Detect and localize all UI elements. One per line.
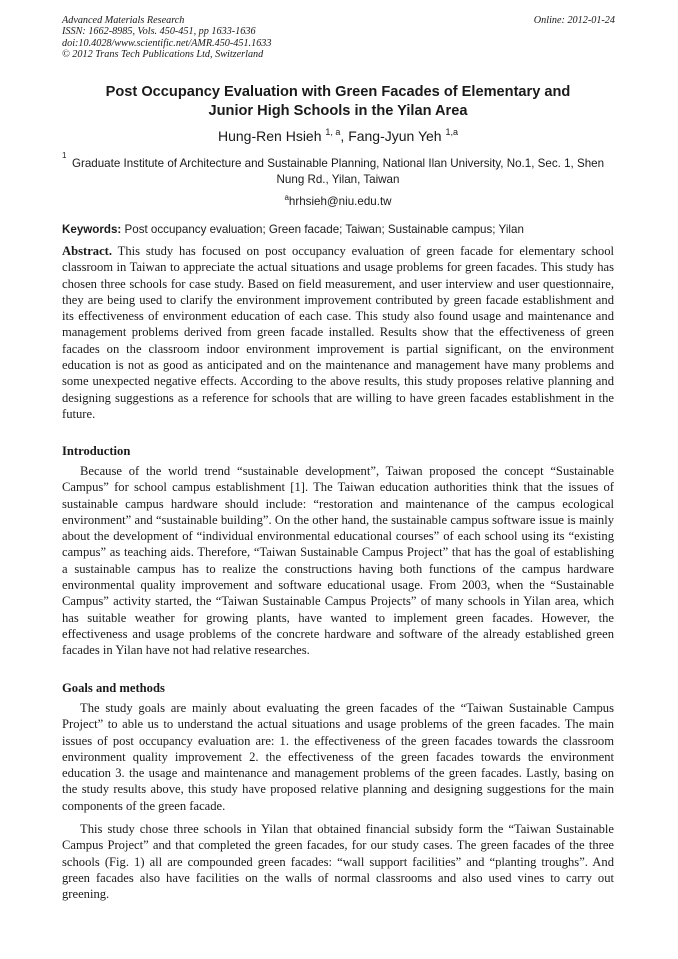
copyright-line: © 2012 Trans Tech Publications Ltd, Switzerland xyxy=(62,49,264,61)
journal-name: Advanced Materials Research xyxy=(62,15,185,26)
author-name: Fang-Jyun Yeh xyxy=(348,128,442,144)
abstract-text: This study has focused on post occupancy evaluation of green facade for elementary school classroom in Taiwan to appreciate the actual situations and usage problems for green facades. This study has chosen three schools for case study. Based on field measurement, and user interview and user questionnaire, they are being used to clarify the environment improvement contributed by green facade establishment and its effectiveness of environment education of each case. This study also found usage and maintenance and management problems derived from green facade installed. Results show that the effectiveness of green facades on the classroom indoor environment improvement is partial significant, on the environment education is not as good as anticipated and on the maintenance and management have many problems and some unexpected negative effects. According to the above results, this study proposes relative planning and designing suggestions as a reference for schools that are willing to have green facades establishment in the future. xyxy=(62,244,614,421)
email-mark: a xyxy=(284,193,289,202)
abstract xyxy=(62,243,614,422)
title-line-2: Junior High Schools in the Yilan Area xyxy=(208,103,468,119)
keywords-label: Keywords: xyxy=(62,223,122,236)
affiliation: 1 Graduate Institute of Architecture and Sustainable Planning, National Ilan University, No.1, Sec. 1, Shen Nung Rd., Yilan, Taiwan xyxy=(62,151,605,186)
introduction-paragraph: Because of the world trend “sustainable development”, Taiwan proposed the concept “Sustainable Campus” for school campus establishment [1]. The Taiwan education authorities think that the issues of sustainable campus hardware should include: “restoration and maintenance of the campus ecological environment” and “sustainable building”. On the other hand, the sustainable campus software issue is mainly about the development of “individual environmental educational courses” of each school using its “existing campus” as teaching aids. Therefore, “Taiwan Sustainable Campus Project” that has the goal of establishing a sustainable campus has to realize the constructions having both functions of the campus hardware environmental quality improvement and software educational usage. From 2003, when the “Sustainable Campus” activity started, the “Taiwan Sustainable Campus Projects” of many schools in Yilan area, which has suitable weather for growing plants, have wanted to implement green facades. However, the effectiveness and usage problems of the concrete hardware and software of the already established green facades in Yilan have not had relative researches. xyxy=(62,464,614,658)
journal-metadata xyxy=(62,15,271,61)
goals-paragraph-2: This study chose three schools in Yilan that obtained financial subsidy form the “Taiwan Sustainable Campus Project” and that completed the green facades, for our study cases. The green facades of the three schools (Fig. 1) all are compounded green facades: “wall support facilities” and “planting troughs”. And green facades also have facilities on the walls of normal classrooms and also used vines to carry out greening. xyxy=(62,822,614,902)
author-email xyxy=(62,194,614,209)
paper-title xyxy=(62,83,614,121)
keywords xyxy=(62,222,614,237)
title-line-1: Post Occupancy Evaluation with Green Facades of Elementary and xyxy=(105,84,571,100)
online-date: Online: 2012-01-24 xyxy=(533,15,615,26)
author-affiliation-mark: 1,a xyxy=(445,127,458,137)
affiliation-text: Graduate Institute of Architecture and Sustainable Planning, National Ilan University, No.1, Sec. 1, Shen Nung Rd., Yilan, Taiwan xyxy=(71,157,605,186)
author-separator: , xyxy=(340,128,345,144)
author-affiliation-mark: 1, a xyxy=(325,127,341,137)
doi-line: doi:10.4028/www.scientific.net/AMR.450-451.1633 xyxy=(62,37,272,49)
issn-line: ISSN: 1662-8985, Vols. 450-451, pp 1633-1636 xyxy=(62,26,256,38)
keywords-text: Post occupancy evaluation; Green facade; Taiwan; Sustainable campus; Yilan xyxy=(124,223,524,236)
goals-paragraph-1: The study goals are mainly about evaluating the green facades of the “Taiwan Sustainable Campus Project” to able us to understand the actual situations and usage problems of the green facades. The main issues of post occupancy evaluation are: 1. the effectiveness of the green facades towards the classroom environment quality improvement 2. the effectiveness of the green facades towards the environment education 3. the usage and maintenance and management problems of the green facades. Lastly, basing on the study results above, this study have proposed relative planning and designing suggestions for the main components of the green facade. xyxy=(62,701,614,813)
abstract-label: Abstract. xyxy=(62,244,113,258)
section-heading-introduction: Introduction xyxy=(62,444,131,458)
author-list xyxy=(62,127,614,145)
email-address: hrhsieh@niu.edu.tw xyxy=(288,195,392,208)
section-heading-goals: Goals and methods xyxy=(62,681,165,695)
author-name: Hung-Ren Hsieh xyxy=(218,128,322,144)
